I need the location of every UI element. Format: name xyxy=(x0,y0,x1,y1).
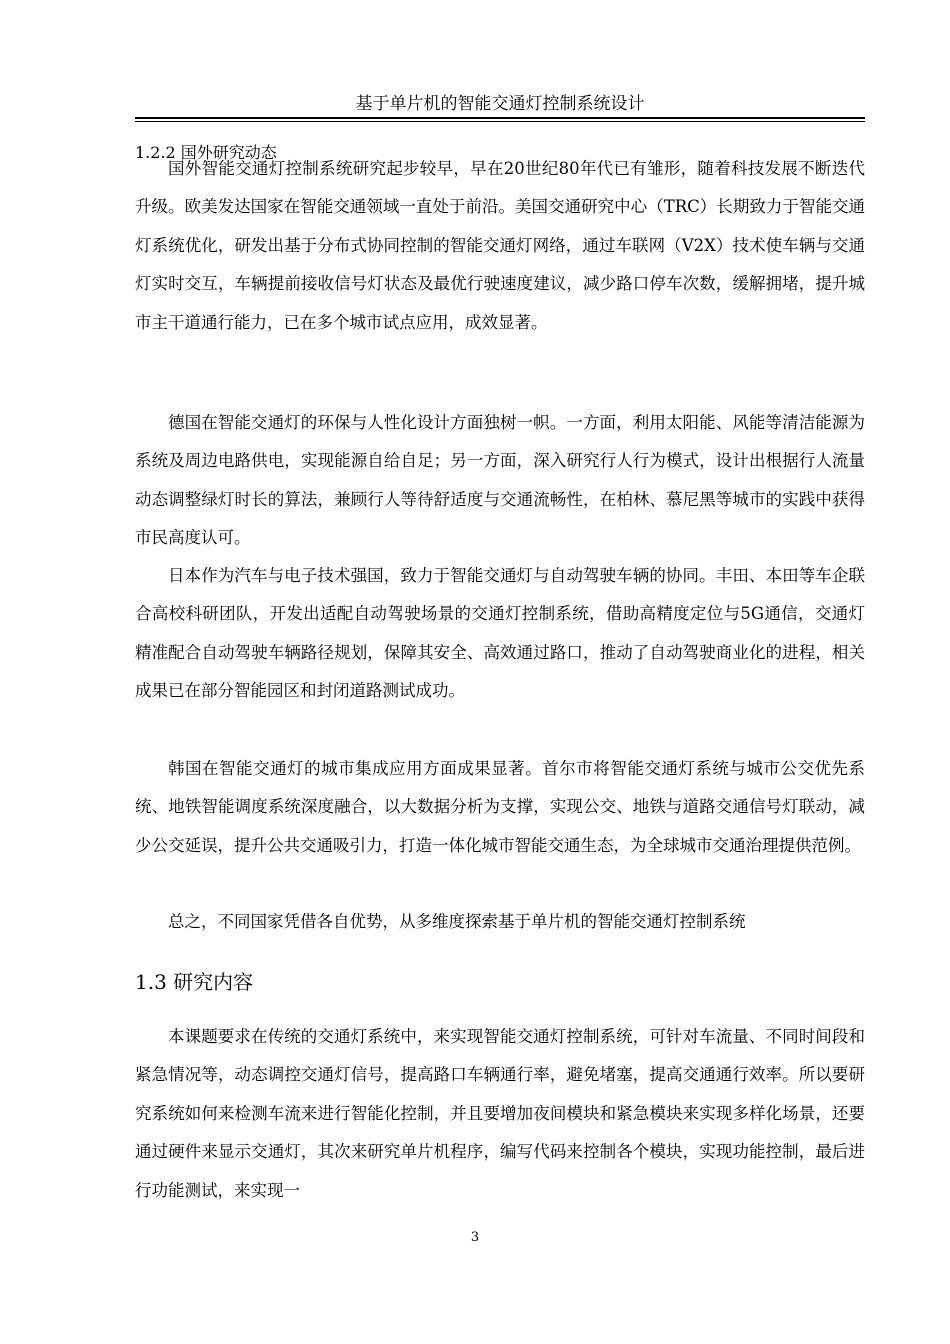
paragraph-germany: 德国在智能交通灯的环保与人性化设计方面独树一帜。一方面，利用太阳能、风能等清洁能源为系统及周边电路供电，实现能源自给自足；另一方面，深入研究行人行为模式，设计出根据行人流量动态调整绿灯时长的算法，兼顾行人等待舒适度与交通流畅性，在柏林、慕尼黑等城市的实践中获得市民高度认可。 xyxy=(135,413,865,548)
paragraph-summary: 总之，不同国家凭借各自优势，从多维度探索基于单片机的智能交通灯控制系统 xyxy=(168,912,746,931)
section-heading-research-content: 1.3 研究内容 xyxy=(135,970,254,994)
running-header: 基于单片机的智能交通灯控制系统设计 xyxy=(355,94,645,114)
paragraph-korea: 韩国在智能交通灯的城市集成应用方面成果显著。首尔市将智能交通灯系统与城市公交优先系统、地铁智能调度系统深度融合，以大数据分析为支撑，实现公交、地铁与道路交通信号灯联动，减少公交延误，提升公共交通吸引力，打造一体化城市智能交通生态，为全球城市交通治理提供范例。 xyxy=(135,759,865,855)
paragraph-usa: 国外智能交通灯控制系统研究起步较早，早在20世纪80年代已有雏形，随着科技发展不断迭代升级。欧美发达国家在智能交通领域一直处于前沿。美国交通研究中心（TRC）长期致力于智能交通灯系统优化，研发出基于分布式协同控制的智能交通灯网络，通过车联网（V2X）技术使车辆与交通灯实时交互，车辆提前接收信号灯状态及最优行驶速度建议，减少路口停车次数，缓解拥堵，提升城市主干道通行能力，已在多个城市试点应用，成效显著。 xyxy=(135,159,865,332)
page-number: 3 xyxy=(470,1230,480,1245)
paragraph-research-content: 本课题要求在传统的交通灯系统中，来实现智能交通灯控制系统，可针对车流量、不同时间段和紧急情况等，动态调控交通灯信号，提高路口车辆通行率，避免堵塞，提高交通通行效率。所以要研究系统如何来检测车流来进行智能化控制，并且要增加夜间模块和紧急模块来实现多样化场景，还要通过硬件来显示交通灯，其次来研究单片机程序，编写代码来控制各个模块，实现功能控制，最后进行功能测试，来实现一 xyxy=(135,1027,865,1200)
section-heading-foreign-research: 1.2.2 国外研究动态 xyxy=(135,143,277,162)
header-rule-thick xyxy=(135,117,865,119)
paragraph-japan: 日本作为汽车与电子技术强国，致力于智能交通灯与自动驾驶车辆的协同。丰田、本田等车企联合高校科研团队，开发出适配自动驾驶场景的交通灯控制系统，借助高精度定位与5G通信，交通灯精准配合自动驾驶车辆路径规划，保障其安全、高效通过路口，推动了自动驾驶商业化的进程，相关成果已在部分智能园区和封闭道路测试成功。 xyxy=(135,566,865,701)
header-rule-thin xyxy=(135,121,865,122)
